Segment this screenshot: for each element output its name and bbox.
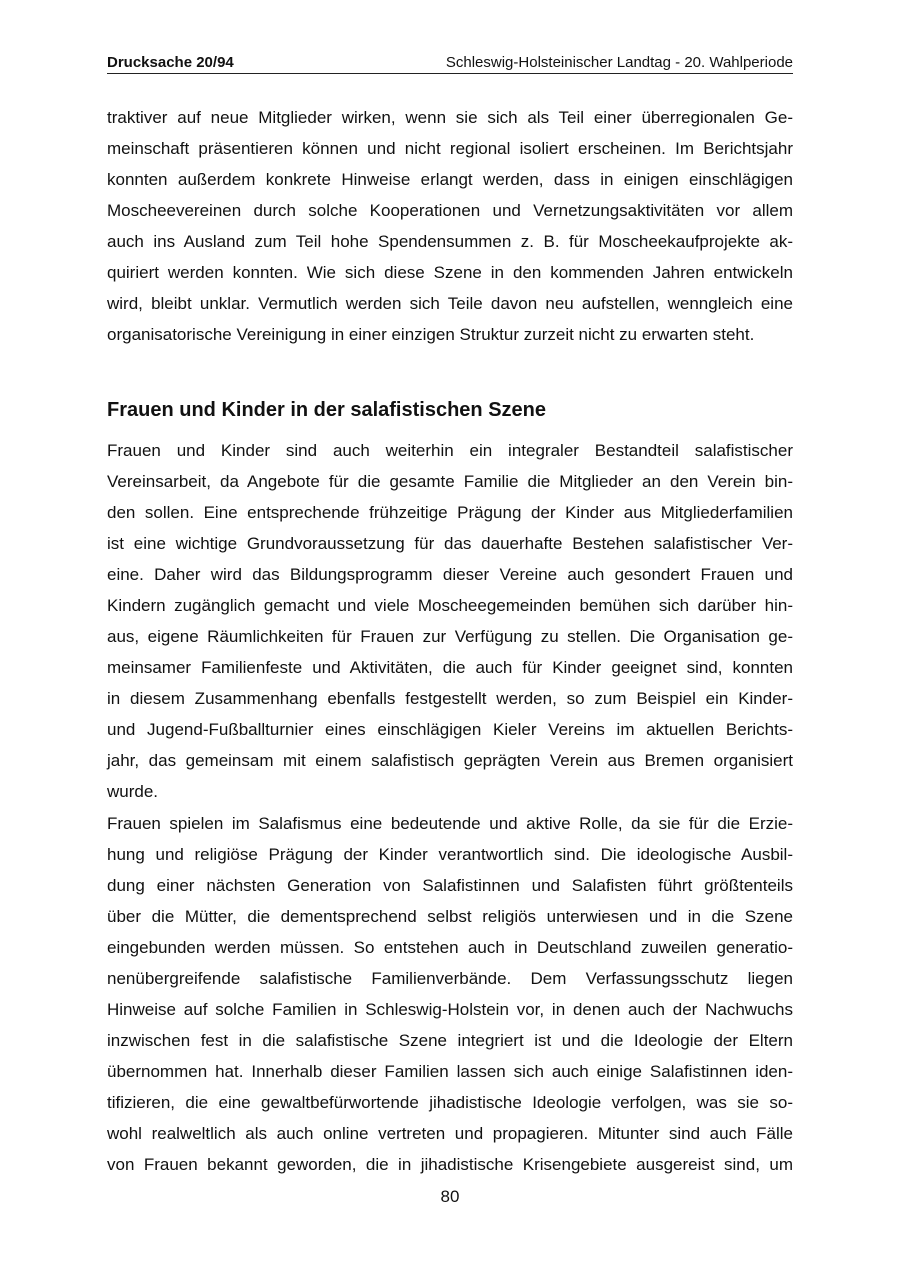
text-line: Moscheevereinen durch solche Kooperationen und Vernetzungsaktivitäten vor allem — [107, 201, 793, 220]
page-header — [107, 54, 793, 74]
text-line: traktiver auf neue Mitglieder wirken, wenn sie sich als Teil einer überregionalen Ge- — [107, 108, 793, 127]
text-line: den sollen. Eine entsprechende frühzeitige Prägung der Kinder aus Mitgliederfamilien — [107, 503, 793, 522]
text-line: Hinweise auf solche Familien in Schleswig-Holstein vor, in denen auch der Nachwuchs — [107, 1000, 793, 1019]
text-line: tifizieren, die eine gewaltbefürwortende jihadistische Ideologie verfolgen, was sie so- — [107, 1093, 793, 1112]
text-line: auch ins Ausland zum Teil hohe Spendensummen z. B. für Moscheekaufprojekte ak- — [107, 232, 793, 251]
text-line: Frauen und Kinder sind auch weiterhin ein integraler Bestandteil salafistischer — [107, 441, 793, 460]
text-line: Frauen spielen im Salafismus eine bedeutende und aktive Rolle, da sie für die Erzie- — [107, 814, 793, 833]
text-line: eingebunden werden müssen. So entstehen auch in Deutschland zuweilen generatio- — [107, 938, 793, 957]
section-heading: Frauen und Kinder in der salafistischen Szene — [107, 399, 546, 421]
text-line: wird, bleibt unklar. Vermutlich werden sich Teile davon neu aufstellen, wenngleich eine — [107, 294, 793, 313]
text-line: quiriert werden konnten. Wie sich diese Szene in den kommenden Jahren entwickeln — [107, 263, 793, 282]
text-line: konnten außerdem konkrete Hinweise erlangt werden, dass in einigen einschlägigen — [107, 170, 793, 189]
text-line: eine. Daher wird das Bildungsprogramm dieser Vereine auch gesondert Frauen und — [107, 565, 793, 584]
publisher-title: Schleswig-Holsteinischer Landtag - 20. Wahlperiode — [445, 54, 793, 71]
document-number: Drucksache 20/94 — [107, 54, 234, 71]
text-line: meinsamer Familienfeste und Aktivitäten, die auch für Kinder geeignet sind, konnten — [107, 658, 793, 677]
text-line: hung und religiöse Prägung der Kinder verantwortlich sind. Die ideologische Ausbil- — [107, 845, 793, 864]
text-line: übernommen hat. Innerhalb dieser Familien lassen sich auch einige Salafistinnen iden- — [107, 1062, 793, 1081]
text-line: Vereinsarbeit, da Angebote für die gesamte Familie die Mitglieder an den Verein bin- — [107, 472, 793, 491]
text-line: und Jugend-Fußballturnier eines einschlägigen Kieler Vereins im aktuellen Berichts- — [107, 720, 793, 739]
text-line: ist eine wichtige Grundvoraussetzung für das dauerhafte Bestehen salafistischer Ver- — [107, 534, 793, 553]
text-line: aus, eigene Räumlichkeiten für Frauen zur Verfügung zu stellen. Die Organisation ge- — [107, 627, 793, 646]
text-line: Kindern zugänglich gemacht und viele Moscheegemeinden bemühen sich darüber hin- — [107, 596, 793, 615]
page-number: 80 — [440, 1187, 460, 1206]
text-line: dung einer nächsten Generation von Salafistinnen und Salafisten führt größtenteils — [107, 876, 793, 895]
text-line: jahr, das gemeinsam mit einem salafistisch geprägten Verein aus Bremen organisiert — [107, 751, 793, 770]
text-line: in diesem Zusammenhang ebenfalls festgestellt werden, so zum Beispiel ein Kinder- — [107, 689, 793, 708]
text-line: wohl realweltlich als auch online vertreten und propagieren. Mitunter sind auch Fälle — [107, 1124, 793, 1143]
text-line: über die Mütter, die dementsprechend selbst religiös unterwiesen und in die Szene — [107, 907, 793, 926]
text-line: organisatorische Vereinigung in einer einzigen Struktur zurzeit nicht zu erwarten steht. — [107, 325, 755, 344]
text-line: wurde. — [107, 782, 159, 801]
text-line: nenübergreifende salafistische Familienverbände. Dem Verfassungsschutz liegen — [107, 969, 793, 988]
text-line: inzwischen fest in die salafistische Szene integriert ist und die Ideologie der Eltern — [107, 1031, 793, 1050]
text-line: meinschaft präsentieren können und nicht regional isoliert erscheinen. Im Berichtsjahr — [107, 139, 793, 158]
text-line: von Frauen bekannt geworden, die in jihadistische Krisengebiete ausgereist sind, um — [107, 1155, 793, 1174]
